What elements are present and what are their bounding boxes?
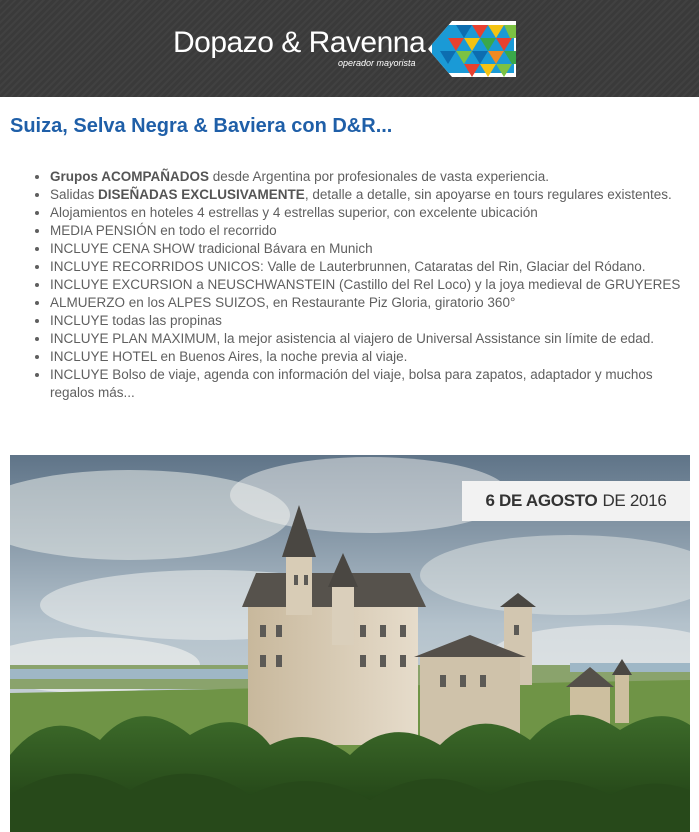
feature-item [50, 204, 696, 222]
feature-text: Salidas [50, 187, 99, 202]
date-bold: 6 DE AGOSTO [485, 491, 598, 510]
feature-item [50, 240, 696, 258]
feature-text: MEDIA PENSIÓN en todo el recorrido [50, 223, 277, 238]
mosaic-logo-icon[interactable] [426, 18, 518, 80]
feature-item [50, 312, 696, 330]
feature-text: INCLUYE EXCURSION a NEUSCHWANSTEIN (Castillo del Rel Loco) y la joya medieval de GRUYERES [50, 277, 681, 292]
email-header [0, 0, 699, 97]
brand-tagline: operador mayorista [338, 58, 416, 68]
date-badge [462, 481, 690, 521]
date-rest: DE 2016 [602, 491, 667, 510]
feature-text: desde Argentina por profesionales de vasta experiencia. [209, 169, 549, 184]
feature-highlight: Grupos ACOMPAÑADOS [50, 169, 210, 184]
brand-name[interactable]: Dopazo & Ravenna [173, 26, 426, 59]
feature-item [50, 186, 696, 204]
feature-item [50, 258, 696, 276]
feature-text: INCLUYE Bolso de viaje, agenda con información del viaje, bolsa para zapatos, adaptador y muchos regalos más... [50, 367, 653, 400]
title-section [10, 115, 392, 138]
feature-text: , detalle a detalle, sin apoyarse en tours regulares existentes. [304, 187, 672, 202]
feature-text: Alojamientos en hoteles 4 estrellas y 4 estrellas superior, con excelente ubicación [50, 205, 538, 220]
feature-item [50, 276, 696, 294]
hero-image[interactable] [10, 455, 690, 832]
page-title: Suiza, Selva Negra & Baviera con D&R... [10, 115, 393, 137]
feature-item [50, 366, 696, 402]
feature-text: INCLUYE todas las propinas [50, 313, 222, 328]
feature-list [10, 168, 696, 402]
feature-item [50, 348, 696, 366]
feature-item [50, 294, 696, 312]
feature-item [50, 168, 696, 186]
feature-text: INCLUYE RECORRIDOS UNICOS: Valle de Lauterbrunnen, Cataratas del Rin, Glaciar del Ródano. [50, 259, 646, 274]
feature-text: INCLUYE PLAN MAXIMUM, la mejor asistencia al viajero de Universal Assistance sin límite de edad. [50, 331, 654, 346]
feature-item [50, 222, 696, 240]
feature-text: INCLUYE HOTEL en Buenos Aires, la noche previa al viaje. [50, 349, 408, 364]
feature-highlight: DISEÑADAS EXCLUSIVAMENTE [98, 187, 305, 202]
feature-text: ALMUERZO en los ALPES SUIZOS, en Restaurante Piz Gloria, giratorio 360° [50, 295, 516, 310]
feature-text: INCLUYE CENA SHOW tradicional Bávara en Munich [50, 241, 373, 256]
feature-item [50, 330, 696, 348]
